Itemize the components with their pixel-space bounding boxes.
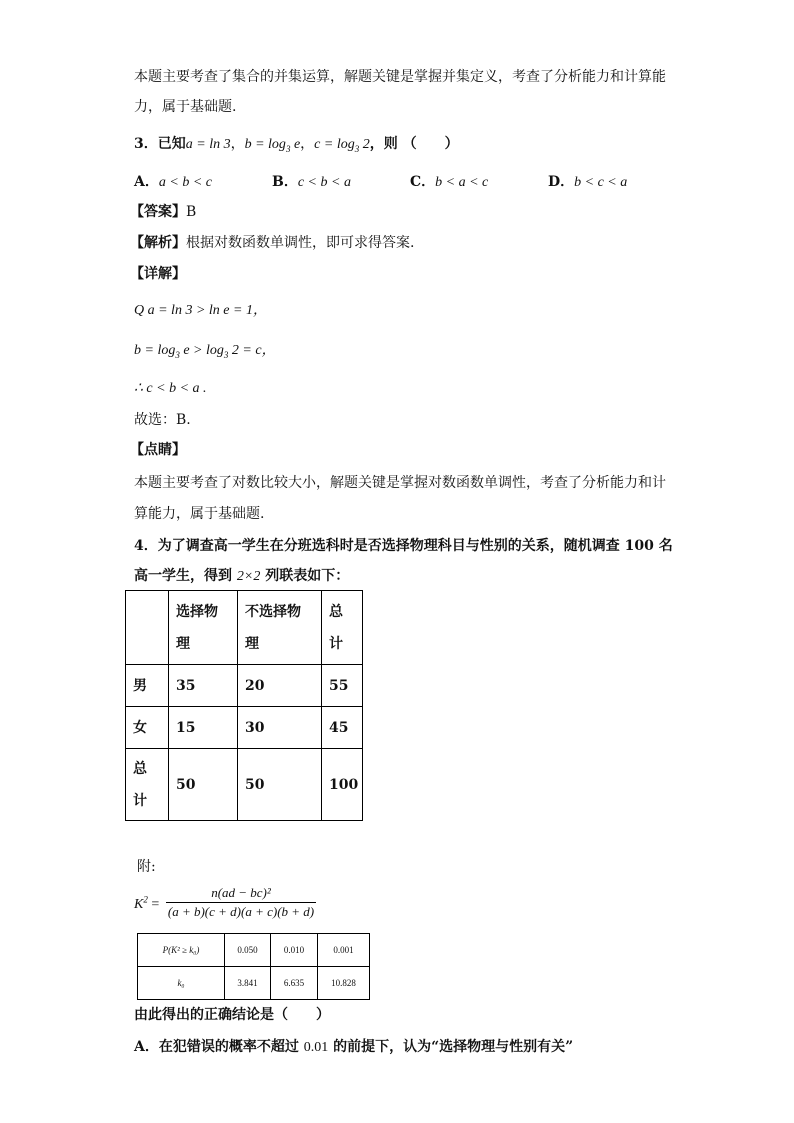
table-cell: 55 xyxy=(322,665,363,707)
table-row xyxy=(126,591,363,665)
table-cell: 0.001 xyxy=(318,934,370,967)
comment-line-1: 本题主要考查了对数比较大小，解题关键是掌握对数函数单调性，考查了分析能力和计 xyxy=(134,475,666,491)
table-row xyxy=(126,665,363,707)
table-cell: 总 计 xyxy=(126,749,169,821)
option-b: B．c < b < a xyxy=(272,174,351,190)
answer-line: 【答案】B xyxy=(130,204,197,220)
analysis-line: 【解析】根据对数函数单调性，即可求得答案. xyxy=(130,235,415,251)
table-cell: 3.841 xyxy=(225,967,271,1000)
k2-numerator: n(ad − bc)² xyxy=(166,885,316,903)
table-header: 选择物 理 xyxy=(169,591,238,665)
k2-lhs: $K^2$ = xyxy=(134,894,160,912)
c-definition: $c = \log_3 2$ xyxy=(314,137,370,154)
table-cell: 男 xyxy=(126,665,169,707)
b-definition: $b = \log_3 e$ xyxy=(244,137,301,154)
table-cell: 100 xyxy=(322,749,363,821)
answer-value: B xyxy=(186,204,197,220)
table-cell: k₀ xyxy=(138,967,225,1000)
table-cell: 15 xyxy=(169,707,238,749)
intro-line-1: 本题主要考查了集合的并集运算，解题关键是掌握并集定义，考查了分析能力和计算能 xyxy=(134,69,666,85)
k2-denominator: (a + b)(c + d)(a + c)(b + d) xyxy=(167,904,315,919)
comment-heading: 【点睛】 xyxy=(130,442,186,458)
table-cell: 20 xyxy=(238,665,322,707)
table-row xyxy=(138,967,370,1000)
choice-line: 故选：B. xyxy=(134,412,191,428)
table-cell: P(K² ≥ k₀) xyxy=(138,934,225,967)
detail-step-2: $b = \log_3 e > \log_3 2 = c$， xyxy=(134,343,276,360)
table-row xyxy=(126,707,363,749)
contingency-table xyxy=(125,590,363,821)
question-4-line-1: 4．为了调查高一学生在分班选科时是否选择物理科目与性别的关系，随机调查 100 名 xyxy=(134,538,673,554)
conclusion-prompt: 由此得出的正确结论是（ ） xyxy=(134,1007,330,1023)
option-c: C．b < a < c xyxy=(410,174,489,190)
table-cell: 0.050 xyxy=(225,934,271,967)
detail-step-1: Q a = ln 3 > ln e = 1， xyxy=(134,303,267,318)
table-cell: 女 xyxy=(126,707,169,749)
table-row xyxy=(138,934,370,967)
table-cell: 0.010 xyxy=(271,934,318,967)
question-3-suffix: ，则 （ ） xyxy=(369,136,459,152)
table-cell: 50 xyxy=(238,749,322,821)
appendix-label: 附: xyxy=(137,859,156,875)
question-4-line-2: 高一学生，得到 2×2 列联表如下： xyxy=(134,568,350,584)
option-d: D．b < c < a xyxy=(548,174,628,190)
table-cell: 6.635 xyxy=(271,967,318,1000)
table-cell: 30 xyxy=(238,707,322,749)
table-cell: 35 xyxy=(169,665,238,707)
table-cell: 45 xyxy=(322,707,363,749)
table-header: 总 计 xyxy=(322,591,363,665)
table-cell: 10.828 xyxy=(318,967,370,1000)
table-cell xyxy=(126,591,169,665)
k2-formula xyxy=(166,885,316,920)
critical-value-table xyxy=(137,933,370,1000)
option-a-q4: A．在犯错误的概率不超过 0.01 的前提下，认为“选择物理与性别有关” xyxy=(134,1039,574,1055)
detail-heading: 【详解】 xyxy=(130,266,186,282)
option-a: A．a < b < c xyxy=(134,174,212,190)
a-definition: a = ln 3 xyxy=(185,137,231,152)
table-cell: 50 xyxy=(169,749,238,821)
table-row xyxy=(126,749,363,821)
detail-step-3: ∴ c < b < a . xyxy=(134,381,207,396)
question-3-number: 3．已知 xyxy=(134,136,186,152)
question-3-stem: 3．已知a = ln 3，$b = \log_3 e$，$c = \log_3 2$，则 （ ） xyxy=(134,136,459,154)
table-header: 不选择物 理 xyxy=(238,591,322,665)
intro-line-2: 力，属于基础题. xyxy=(134,99,237,115)
comment-line-2: 算能力，属于基础题. xyxy=(134,506,265,522)
